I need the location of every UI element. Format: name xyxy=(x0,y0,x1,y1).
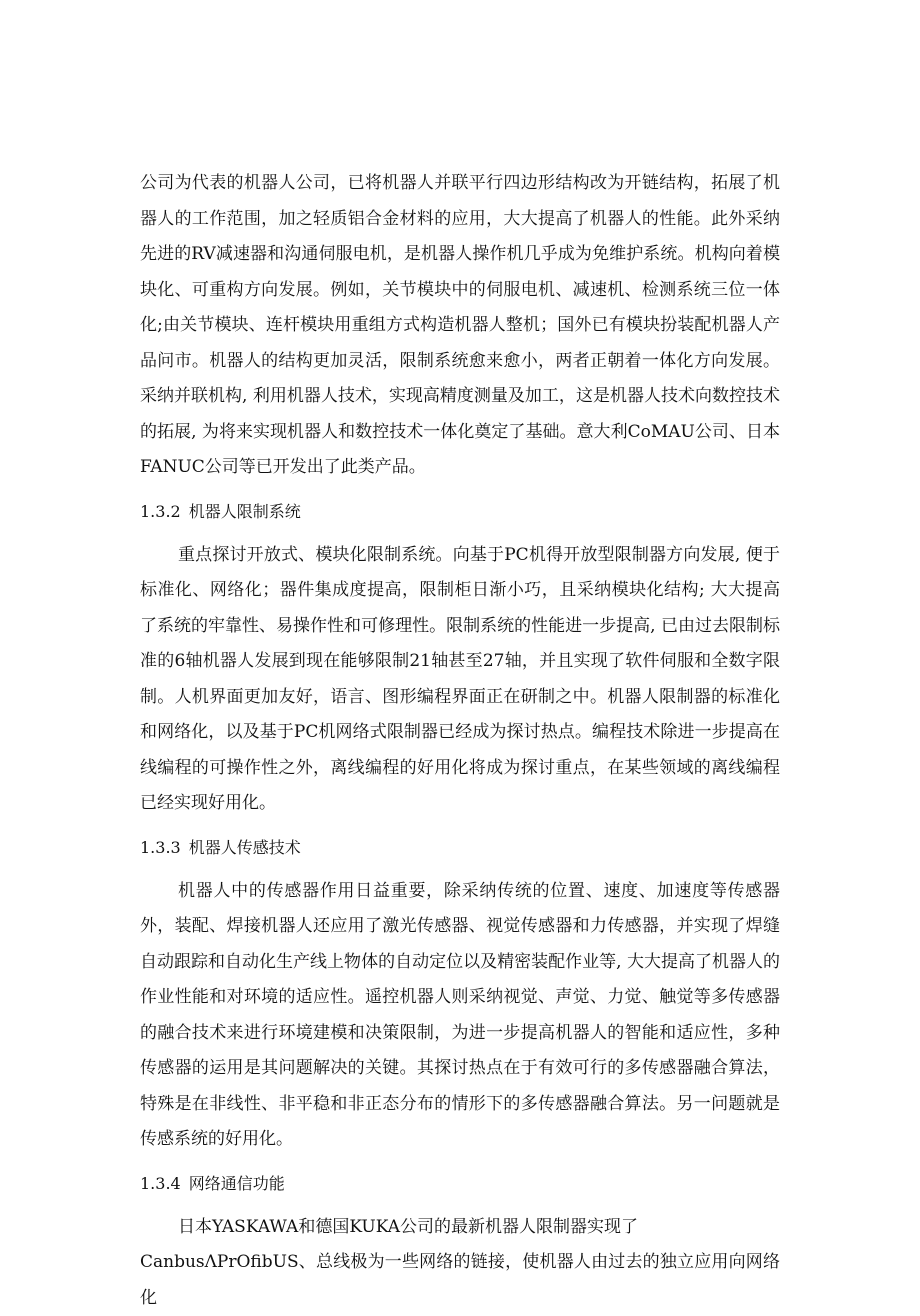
paragraph-control-system: 重点探讨开放式、模块化限制系统。向基于PC机得开放型限制器方向发展, 便于标准化、网络化；器件集成度提高，限制柜日渐小巧，且采纳模块化结构; 大大提高了系统的牢靠性、易操作性和可修理性。限制系统的性能进一步提高, 已由过去限制标准的6轴机器人发展到现在能够限制21轴甚至27轴，并且实现了软件伺服和全数字限制。人机界面更加友好，语言、图形编程界面正在研制之中。机器人限制器的标准化和网络化，以及基于PC机网络式限制器已经成为探讨热点。编程技术除进一步提高在线编程的可操作性之外，离线编程的好用化将成为探讨重点，在某些领域的离线编程已经实现好用化。 xyxy=(140,544,780,813)
paragraph-network-line-1: 日本YASKAWA和德国KUKA公司的最新机器人限制器实现了 xyxy=(178,1216,639,1237)
section-number: 1.3.2 xyxy=(140,501,181,521)
section-title: 网络通信功能 xyxy=(188,1173,285,1193)
section-title: 机器人限制系统 xyxy=(188,501,301,521)
paragraph-network-continued xyxy=(140,1245,780,1316)
paragraph-network-line-2: CanbusΛPrOfibUS、总线极为一些网络的链接，使机器人由过去的独立应用向网络化 xyxy=(140,1252,780,1308)
section-title: 机器人传感技术 xyxy=(188,837,301,857)
section-heading-sensing xyxy=(140,822,780,874)
section-number: 1.3.4 xyxy=(140,1173,181,1193)
document-page xyxy=(140,166,780,1316)
paragraph-network xyxy=(140,1210,780,1246)
section-heading-control-system xyxy=(140,486,780,538)
paragraph-sensing: 机器人中的传感器作用日益重要，除采纳传统的位置、速度、加速度等传感器外，装配、焊接机器人还应用了激光传感器、视觉传感器和力传感器，并实现了焊缝自动跟踪和自动化生产线上物体的自动定位以及精密装配作业等, 大大提高了机器人的作业性能和对环境的适应性。遥控机器人则采纳视觉、声觉、力觉、触觉等多传感器的融合技术来进行环境建模和决策限制，为进一步提高机器人的智能和适应性，多种传感器的运用是其问题解决的关键。其探讨热点在于有效可行的多传感器融合算法，特殊是在非线性、非平稳和非正态分布的情形下的多传感器融合算法。另一问题就是传感系统的好用化。 xyxy=(140,880,780,1149)
section-heading-network xyxy=(140,1158,780,1210)
paragraph-mechanism: 公司为代表的机器人公司，已将机器人并联平行四边形结构改为开链结构，拓展了机器人的工作范围，加之轻质铝合金材料的应用，大大提高了机器人的性能。此外采纳先进的RV减速器和沟通伺服电机，是机器人操作机几乎成为免维护系统。机构向着模块化、可重构方向发展。例如，关节模块中的伺服电机、减速机、检测系统三位一体化;由关节模块、连杆模块用重组方式构造机器人整机；国外已有模块扮装配机器人产品问市。机器人的结构更加灵活，限制系统愈来愈小，两者正朝着一体化方向发展。采纳并联机构, 利用机器人技术，实现高精度测量及加工，这是机器人技术向数控技术的拓展, 为将来实现机器人和数控技术一体化奠定了基础。意大利CoMAU公司、日本FANUC公司等已开发出了此类产品。 xyxy=(140,173,780,477)
section-number: 1.3.3 xyxy=(140,837,181,857)
